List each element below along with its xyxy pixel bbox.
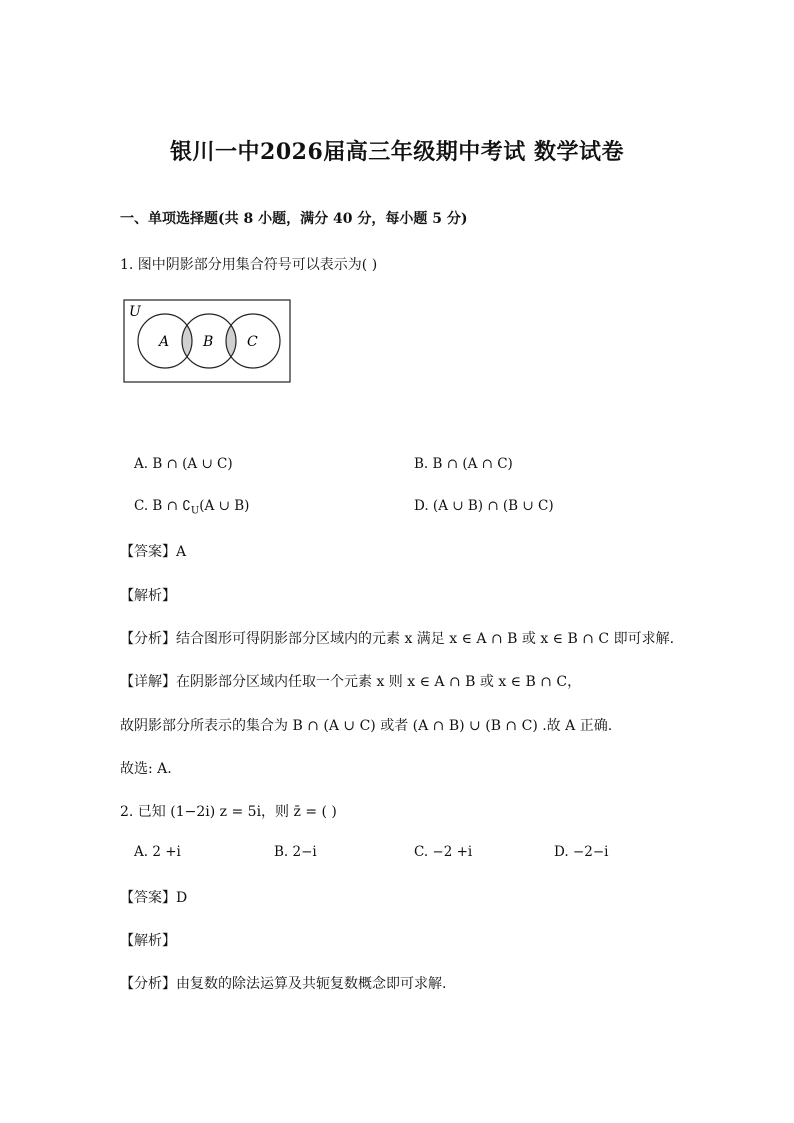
- q2-option-a: A. 2 +i: [134, 844, 181, 860]
- q2-jiexi: 【解析】: [120, 933, 176, 949]
- q1-option-a: A. B ∩ (A ∪ C): [134, 456, 233, 472]
- q1-option-c-sub: U: [190, 505, 200, 517]
- q1-choice: 故选: A.: [120, 761, 172, 777]
- venn-label-u: U: [129, 304, 141, 320]
- q2-answer: 【答案】D: [120, 890, 188, 906]
- q2-stem: 2. 已知 (1−2i) z = 5i，则 z̄ = ( ): [120, 804, 337, 820]
- page-title: 银川一中2026届高三年级期中考试 数学试卷: [170, 139, 624, 165]
- q2-option-b: B. 2−i: [274, 844, 317, 860]
- q1-option-c-head: C. B ∩ ∁: [134, 498, 191, 514]
- q1-option-d: D. (A ∪ B) ∩ (B ∪ C): [414, 498, 554, 514]
- venn-label-b: B: [203, 334, 214, 350]
- q1-xiangjie: 【详解】在阴影部分区域内任取一个元素 x 则 x ∈ A ∩ B 或 x ∈ B ∩ C，: [120, 674, 582, 690]
- q1-stem: 1. 图中阴影部分用集合符号可以表示为( ): [120, 257, 378, 273]
- section-heading: 一、单项选择题(共 8 小题，满分 40 分，每小题 5 分): [120, 211, 468, 227]
- q1-fenxi: 【分析】结合图形可得阴影部分区域内的元素 x 满足 x ∈ A ∩ B 或 x ∈ B ∩ C 即可求解.: [120, 631, 675, 647]
- q1-jiexi: 【解析】: [120, 588, 176, 604]
- venn-diagram: [123, 299, 291, 383]
- q2-option-c: C. −2 +i: [414, 844, 473, 860]
- q1-option-b: B. B ∩ (A ∩ C): [414, 456, 513, 472]
- q2-fenxi: 【分析】由复数的除法运算及共轭复数概念即可求解.: [120, 976, 447, 992]
- q1-option-c-tail: (A ∪ B): [199, 498, 250, 514]
- q1-option-c: [134, 498, 249, 517]
- q1-answer: 【答案】A: [120, 544, 187, 560]
- q2-option-d: D. −2−i: [554, 844, 609, 860]
- q1-conclusion: 故阴影部分所表示的集合为 B ∩ (A ∪ C) 或者 (A ∩ B) ∪ (B ∩ C) .故 A 正确.: [120, 718, 613, 734]
- venn-label-a: A: [159, 334, 170, 350]
- venn-label-c: C: [247, 334, 258, 350]
